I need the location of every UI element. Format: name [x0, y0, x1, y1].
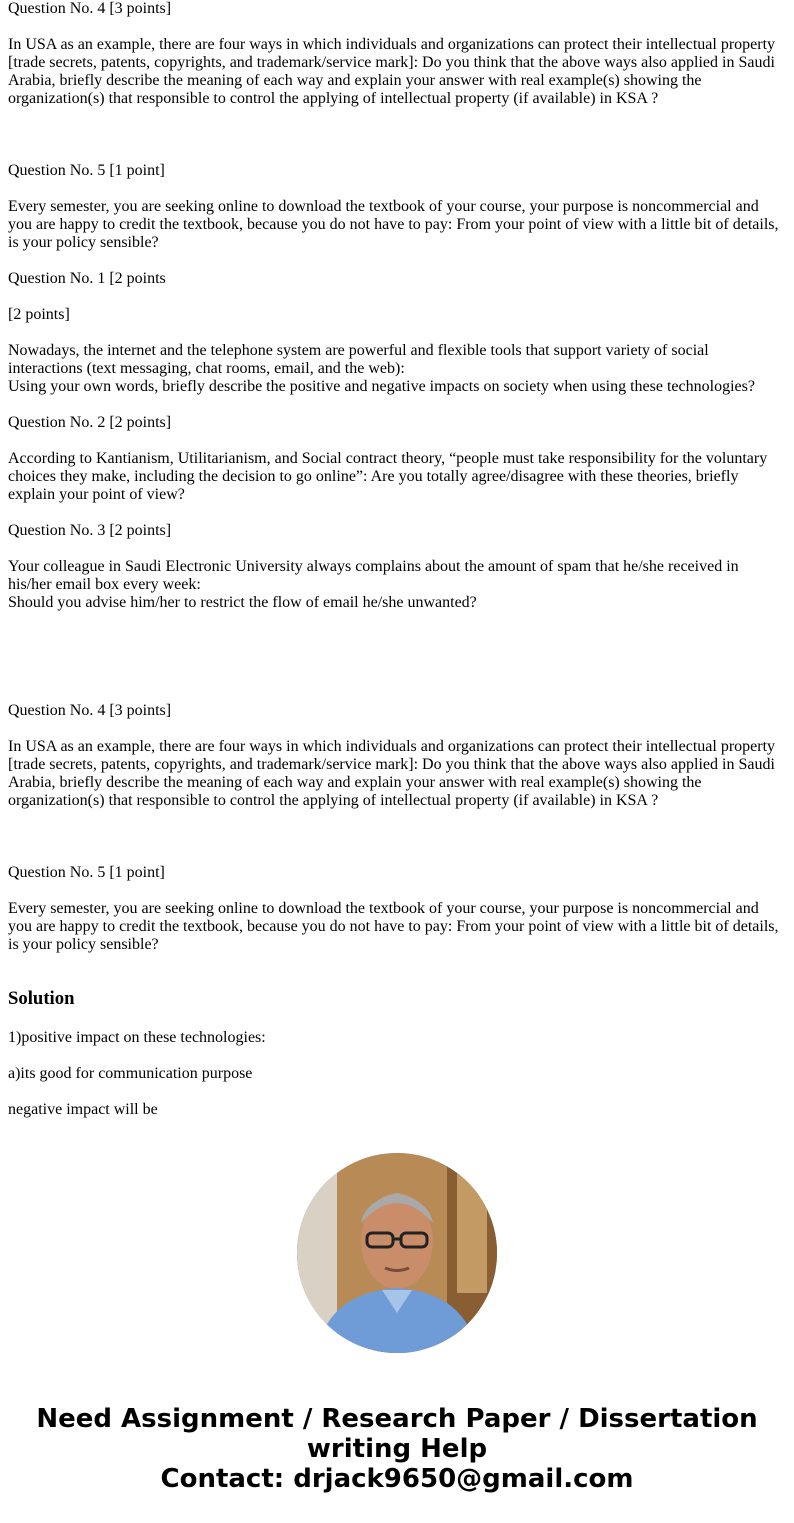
question-1-points: [2 points] — [8, 306, 70, 323]
question-2-text: According to Kantianism, Utilitarianism, and Social contract theory, “people must take responsibility for the voluntary choices they make, including the decision to go online”: Are you totally agree/disagree with these theories, briefly explain your point of view? — [8, 450, 768, 503]
question-5-heading: Question No. 5 [1 point] — [8, 162, 165, 179]
question-4-heading: Question No. 4 [3 points] — [8, 0, 172, 17]
promo-banner — [0, 1404, 794, 1494]
question-3-heading: Question No. 3 [2 points] — [8, 522, 172, 539]
question-1-heading: Question No. 1 [2 points — [8, 270, 166, 287]
tutor-photo-illustration — [297, 1153, 497, 1353]
solution-line: negative impact will be — [8, 1101, 158, 1118]
question-3-text: Your colleague in Saudi Electronic University always complains about the amount of spam that he/she received in his/her email box every week: Should you advise him/her to restrict the flow of email he/she unwanted? — [8, 558, 739, 611]
solution-line: 1)positive impact on these technologies: — [8, 1029, 266, 1046]
question-4-text: In USA as an example, there are four ways in which individuals and organizations can protect their intellectual property [trade secrets, patents, copyrights, and trademark/service mark]: Do you think that the above ways also applied in Saudi Arabia, briefly describe the meaning of each way and explain your answer with real example(s) showing the organization(s) that responsible to control the applying of intellectual property (if available) in KSA ? — [8, 36, 776, 107]
question-5-text-repeat: Every semester, you are seeking online to download the textbook of your course, your purpose is noncommercial and you are happy to credit the textbook, because you do not have to pay: From your point of view with a little bit of details, is your policy sensible? — [8, 900, 779, 953]
tutor-photo — [297, 1153, 497, 1353]
question-5-heading-repeat: Question No. 5 [1 point] — [8, 864, 165, 881]
promo-line-2: writing Help — [306, 1434, 488, 1464]
solution-heading: Solution — [8, 988, 75, 1009]
question-5-text: Every semester, you are seeking online to download the textbook of your course, your purpose is noncommercial and you are happy to credit the textbook, because you do not have to pay: From your point of view with a little bit of details, is your policy sensible? — [8, 198, 779, 251]
question-1-text: Nowadays, the internet and the telephone system are powerful and flexible tools that support variety of social interactions (text messaging, chat rooms, email, and the web): Using your own words, briefly describe the positive and negative impacts on society when using these technologies? — [8, 342, 755, 395]
question-4-heading-repeat: Question No. 4 [3 points] — [8, 702, 172, 719]
promo-contact: Contact: drjack9650@gmail.com — [160, 1464, 634, 1494]
promo-line-1: Need Assignment / Research Paper / Dissertation — [36, 1404, 758, 1434]
question-2-heading: Question No. 2 [2 points] — [8, 414, 172, 431]
solution-line: a)its good for communication purpose — [8, 1065, 253, 1082]
document-body — [8, 0, 786, 1123]
question-4-text-repeat: In USA as an example, there are four ways in which individuals and organizations can protect their intellectual property [trade secrets, patents, copyrights, and trademark/service mark]: Do you think that the above ways also applied in Saudi Arabia, briefly describe the meaning of each way and explain your answer with real example(s) showing the organization(s) that responsible to control the applying of intellectual property (if available) in KSA ? — [8, 738, 776, 809]
